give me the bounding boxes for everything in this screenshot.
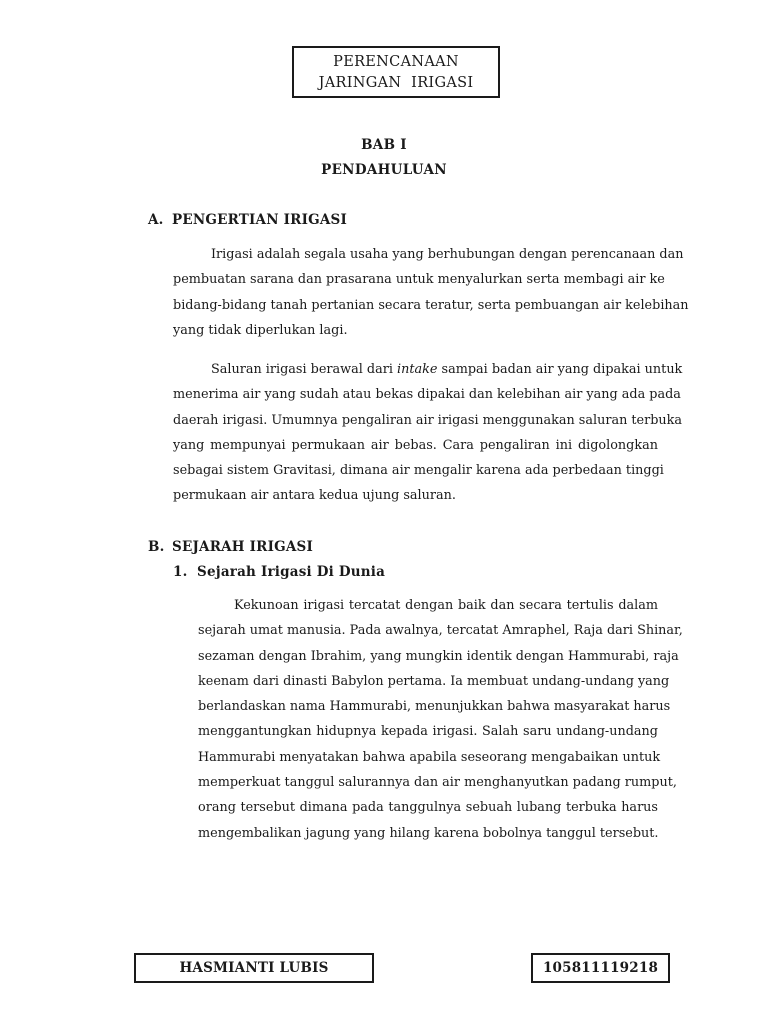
- subsection-title: Sejarah Irigasi Di Dunia: [197, 564, 386, 580]
- paragraph-line: sezaman dengan Ibrahim, yang mungkin identik dengan Hammurabi, raja: [198, 648, 679, 664]
- paragraph-line: keenam dari dinasti Babylon pertama. Ia membuat undang-undang yang: [198, 673, 670, 689]
- footer-author-box: HASMIANTI LUBIS: [134, 953, 374, 983]
- section-b-paragraph: [198, 593, 683, 846]
- section-b-letter: B.: [148, 539, 165, 555]
- paragraph-line: Kekunoan irigasi tercatat dengan baik dan secara tertulis dalam: [234, 598, 658, 613]
- title-line-1: PERENCANAAN: [333, 54, 459, 70]
- text-run: sampai badan air yang dipakai untuk: [437, 362, 683, 377]
- chapter-title: PENDAHULUAN: [321, 162, 447, 178]
- section-b-title: SEJARAH IRIGASI: [172, 539, 313, 555]
- section-a-title: PENGERTIAN IRIGASI: [172, 212, 347, 228]
- paragraph-line: Hammurabi menyatakan bahwa apabila seseorang mengabaikan untuk: [198, 749, 661, 765]
- section-a-paragraph-2: [173, 357, 683, 509]
- document-title-box: [292, 46, 500, 98]
- paragraph-line: pembuatan sarana dan prasarana untuk menyalurkan serta membagi air ke: [173, 272, 665, 288]
- paragraph-line: orang tersebut dimana pada tanggulnya sebuah lubang terbuka harus: [198, 800, 658, 816]
- paragraph-line: bidang-bidang tanah pertanian secara teratur, serta pembuangan air kelebihan: [173, 297, 689, 313]
- paragraph-line: berlandaskan nama Hammurabi, menunjukkan bahwa masyarakat harus: [198, 699, 671, 715]
- section-a-heading: [148, 212, 347, 228]
- paragraph-line: mengembalikan jagung yang hilang karena bobolnya tanggul tersebut.: [198, 825, 659, 841]
- paragraph-line: memperkuat tanggul salurannya dan air menghanyutkan padang rumput,: [198, 775, 677, 791]
- paragraph-line: permukaan air antara kedua ujung saluran.: [173, 488, 456, 504]
- paragraph-line: yang mempunyai permukaan air bebas. Cara pengaliran ini digolongkan: [173, 437, 658, 453]
- paragraph-line: [173, 357, 683, 382]
- italic-term-intake: intake: [397, 362, 438, 377]
- paragraph-line: menerima air yang sudah atau bekas dipakai dan kelebihan air yang ada pada: [173, 387, 681, 403]
- subsection-number: 1.: [173, 564, 188, 580]
- paragraph-line: sebagai sistem Gravitasi, dimana air mengalir karena ada perbedaan tinggi: [173, 463, 664, 479]
- chapter-number: BAB I: [361, 137, 407, 153]
- paragraph-line: yang tidak diperlukan lagi.: [173, 322, 348, 338]
- subsection-heading: [173, 564, 385, 580]
- title-line-2: JARINGAN IRIGASI: [318, 75, 474, 91]
- text-run: Saluran irigasi berawal dari: [211, 362, 397, 377]
- section-a-paragraph-1: [173, 242, 689, 343]
- footer-student-id-box: 105811119218: [531, 953, 670, 983]
- paragraph-line: menggantungkan hidupnya kepada irigasi. Salah saru undang-undang: [198, 724, 658, 740]
- paragraph-line: sejarah umat manusia. Pada awalnya, tercatat Amraphel, Raja dari Shinar,: [198, 623, 683, 639]
- paragraph-line: Irigasi adalah segala usaha yang berhubungan dengan perencanaan dan: [211, 247, 684, 262]
- section-a-letter: A.: [148, 212, 164, 228]
- paragraph-line: daerah irigasi. Umumnya pengaliran air irigasi menggunakan saluran terbuka: [173, 412, 683, 428]
- section-b-heading: [148, 539, 313, 555]
